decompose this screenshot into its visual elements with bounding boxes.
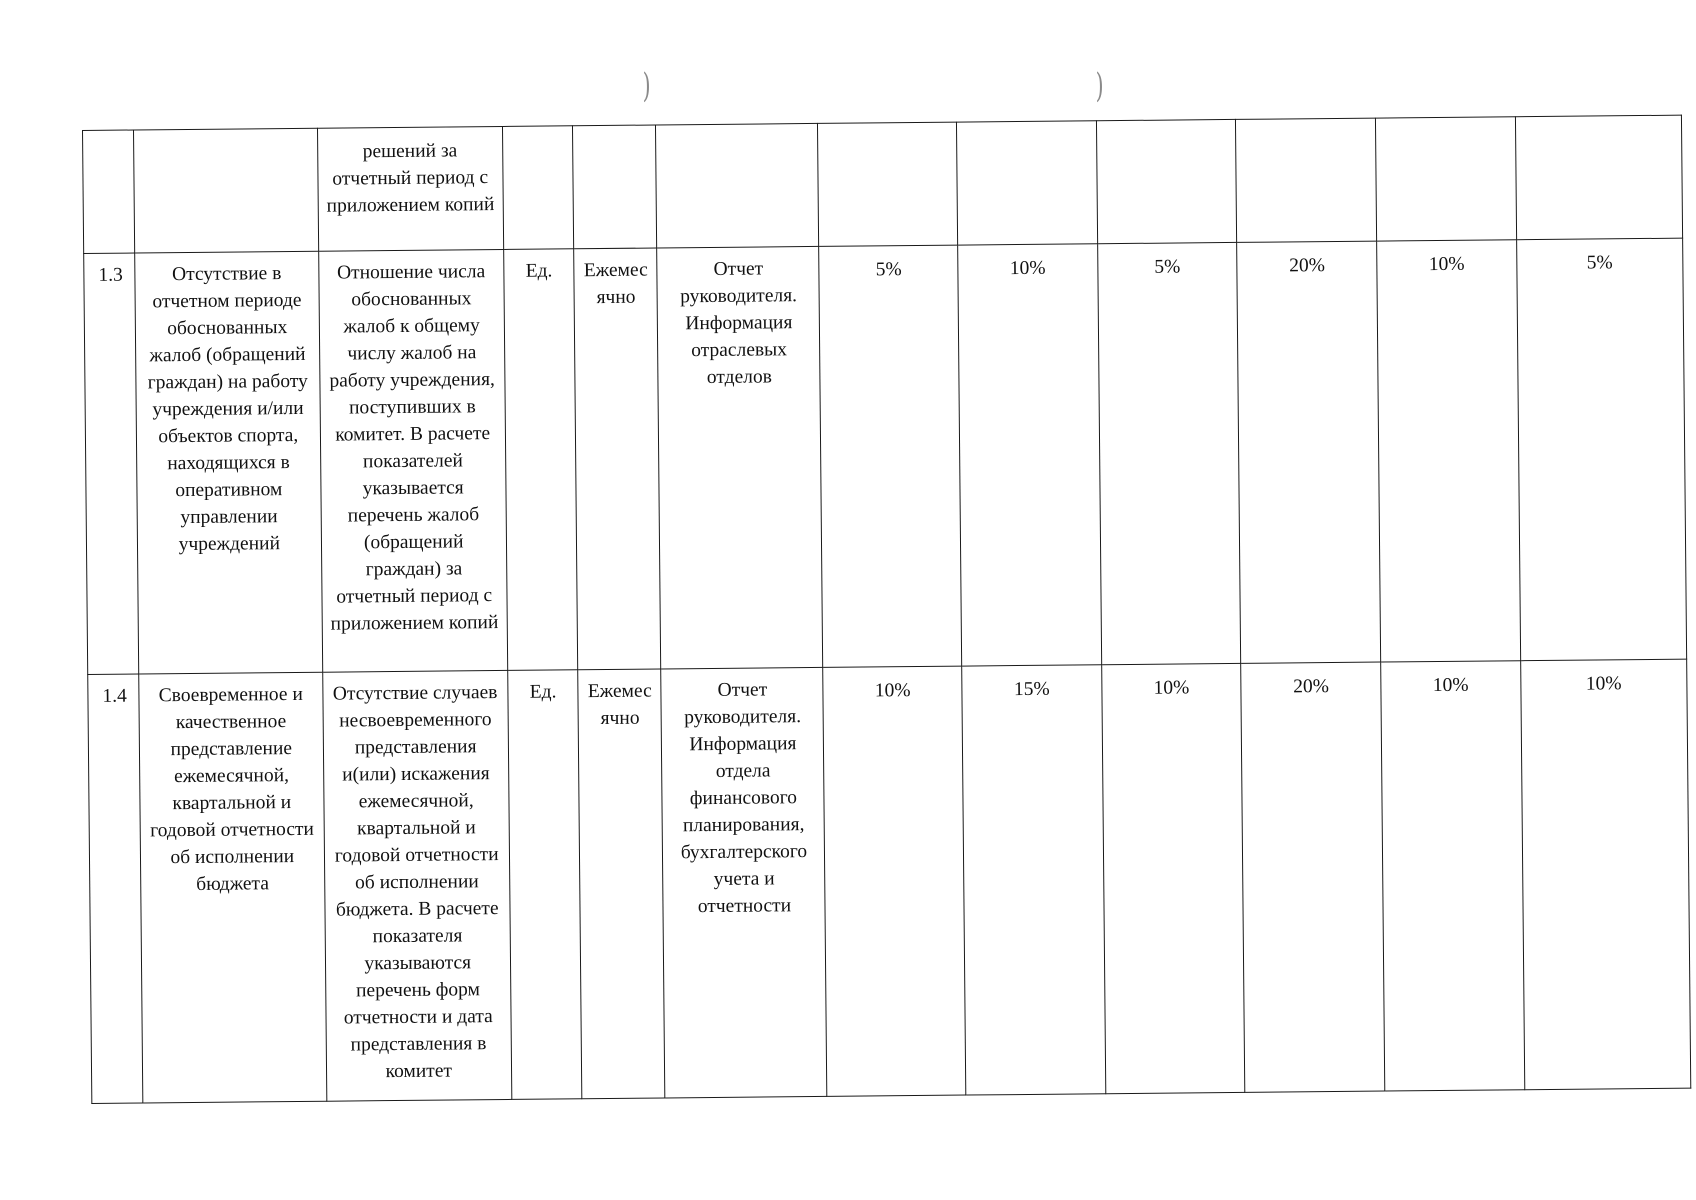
punch-hole-mark-left: ): [642, 66, 651, 106]
cell-value: 20%: [1237, 241, 1381, 663]
cell-criterion: Своевременное и качественное представление ежемесячной, квартальной и годовой отчетности об исполнении бюджета: [139, 672, 326, 1103]
criteria-table-wrapper: [82, 115, 1691, 1104]
cell-value-empty: [1375, 117, 1516, 241]
cell-value: 5%: [1097, 242, 1241, 664]
table-row-continuation: [83, 115, 1683, 253]
cell-number-empty: [83, 130, 135, 253]
cell-source: Отчет руководителя. Информация отраслевых отделов: [657, 246, 823, 669]
cell-unit-empty: [502, 126, 574, 250]
cell-criterion-empty: [134, 128, 319, 253]
cell-value: 5%: [819, 245, 962, 667]
cell-periodicity: Ежемес ячно: [578, 669, 665, 1099]
cell-value: 10%: [958, 244, 1102, 666]
cell-value-empty: [1515, 115, 1683, 240]
cell-value: 5%: [1516, 238, 1686, 661]
cell-measurement: Отсутствие случаев несвоевременного представления и(или) искажения ежемесячной, квартальной и годовой отчетности об исполнении бюджета. В расчете показателя указываются перечень форм отчетности и дата представления в комитет: [322, 670, 512, 1101]
cell-periodicity: Ежемес ячно: [574, 248, 661, 670]
punch-hole-mark-right: ): [1095, 66, 1104, 106]
cell-value: 10%: [1520, 659, 1690, 1090]
cell-row-number: 1.3: [84, 253, 139, 674]
cell-source: Отчет руководителя. Информация отдела финансового планирования, бухгалтерского учета и отчетности: [661, 667, 827, 1098]
cell-value: 10%: [1381, 661, 1525, 1091]
cell-value: 15%: [962, 665, 1106, 1095]
cell-unit: Ед.: [504, 249, 578, 671]
cell-value-empty: [1236, 118, 1377, 242]
cell-value-empty: [957, 121, 1098, 245]
cell-periodicity-empty: [573, 125, 657, 249]
criteria-table: [82, 115, 1691, 1104]
cell-value: 10%: [823, 666, 966, 1096]
table-row-1-4: [88, 659, 1691, 1103]
cell-value-empty: [818, 122, 958, 246]
cell-unit: Ед.: [508, 670, 582, 1100]
cell-measurement: Отношение числа обоснованных жалоб к общему числу жалоб на работу учреждения, поступивших в комитет. В расчете показателей указывается перечень жалоб (обращений граждан) за отчетный период с приложением копий: [318, 249, 508, 672]
table-row-1-3: [84, 238, 1687, 674]
cell-value-empty: [1096, 119, 1237, 243]
cell-row-number: 1.4: [88, 674, 143, 1103]
cell-value: 10%: [1101, 663, 1245, 1093]
cell-value: 20%: [1241, 662, 1385, 1092]
cell-criterion: Отсутствие в отчетном периоде обоснованных жалоб (обращений граждан) на работу учреждения и/или объектов спорта, находящихся в оперативном управлении учреждений: [135, 251, 322, 674]
cell-source-empty: [656, 123, 819, 248]
cell-value: 10%: [1377, 240, 1521, 662]
cell-measurement-continuation: решений за отчетный период с приложением копий: [317, 126, 504, 251]
